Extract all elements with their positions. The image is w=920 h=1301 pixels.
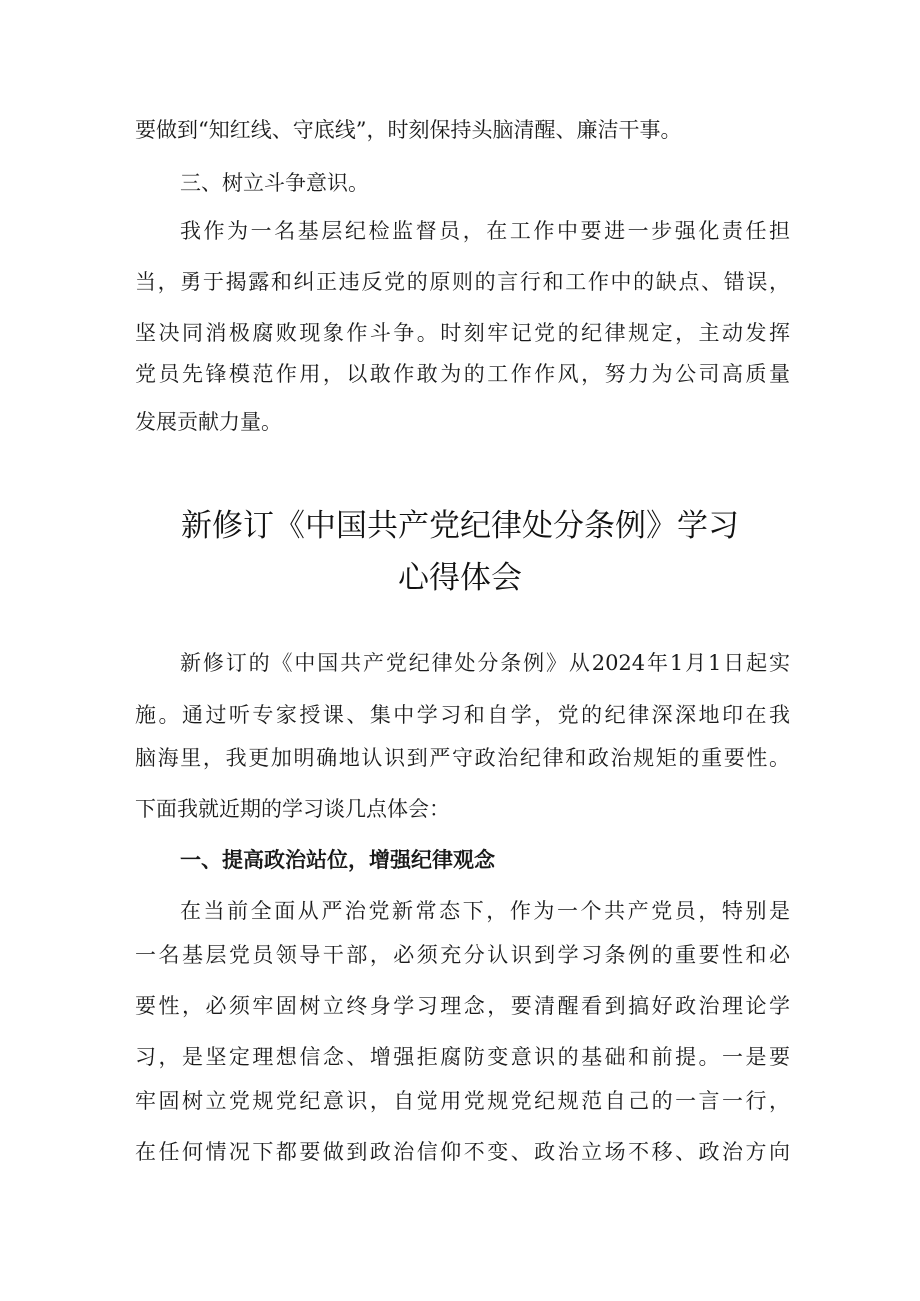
intro-paragraph-line: 施。通过听专家授课、集中学习和自学，党的纪律深深地印在我 xyxy=(135,703,790,727)
intro-paragraph-line: 脑海里，我更加明确地认识到严守政治纪律和政治规矩的重要性。 xyxy=(135,746,790,770)
prev-paragraph-line: 我作为一名基层纪检监督员，在工作中要进一步强化责任担 xyxy=(180,219,790,243)
prev-paragraph-line: 党员先锋模范作用，以敢作敢为的工作作风，努力为公司高质量 xyxy=(135,362,790,386)
prev-paragraph-line: 坚决同消极腐败现象作斗争。时刻牢记党的纪律规定，主动发挥 xyxy=(135,321,790,345)
section-heading-1: 一、提高政治站位，增强纪律观念 xyxy=(180,848,495,872)
prev-section-tail-line: 要做到“知红线、守底线”，时刻保持头脑清醒、廉洁干事。 xyxy=(135,118,682,142)
intro-paragraph-line: 新修订的《中国共产党纪律处分条例》从2024年1月1日起实 xyxy=(180,651,790,675)
article-title-line-2: 心得体会 xyxy=(398,560,522,596)
section1-paragraph-line: 要性，必须牢固树立终身学习理念，要清醒看到搞好政治理论学 xyxy=(135,994,790,1018)
section1-paragraph-line: 习，是坚定理想信念、增强拒腐防变意识的基础和前提。一是要 xyxy=(135,1045,790,1069)
section1-paragraph-line: 在当前全面从严治党新常态下，作为一个共产党员，特别是 xyxy=(180,899,790,923)
section1-paragraph-line: 牢固树立党规党纪意识，自觉用党规党纪规范自己的一言一行， xyxy=(135,1089,790,1113)
prev-paragraph-line: 发展贡献力量。 xyxy=(135,410,282,434)
prev-section-heading: 三、树立斗争意识。 xyxy=(180,171,369,195)
intro-paragraph-line: 下面我就近期的学习谈几点体会： xyxy=(135,797,450,821)
prev-paragraph-line: 当，勇于揭露和纠正违反党的原则的言行和工作中的缺点、错误， xyxy=(135,270,790,294)
section1-paragraph-line: 在任何情况下都要做到政治信仰不变、政治立场不移、政治方向 xyxy=(135,1140,790,1164)
article-title-line-1: 新修订《中国共产党纪律处分条例》学习 xyxy=(181,508,739,544)
section1-paragraph-line: 一名基层党员领导干部，必须充分认识到学习条例的重要性和必 xyxy=(135,943,790,967)
